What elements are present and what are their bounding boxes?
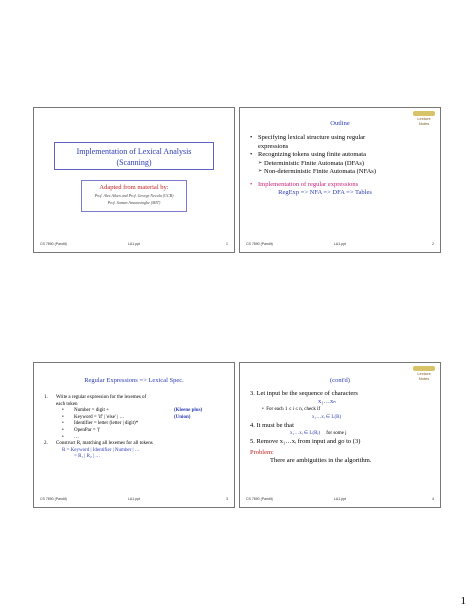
slide-3-body: 1. Write a regular expression for the lexemes of each token • Number = digit + (Kleene plus) • Keyword = 'if' | 'else' | … (Union) • Identifier = letter (letter | digit)* • OpenPar = '(' • … 2. Construct R, matching all lexemes for all tokens R = Keyword | Identifier | Number | … = R₁ | R₂ | …: [44, 395, 203, 460]
slide-1-subtitle: (Scanning): [116, 158, 152, 167]
footer-file: LA1.ppt: [127, 497, 141, 501]
for-each: • For each 1 ≤ i ≤ n, check if: [262, 407, 321, 412]
token-def: Identifier = letter (letter | digit)*: [74, 421, 139, 427]
outline-item: • Recognizing tokens using finite automata: [250, 151, 436, 160]
footer-course: CS 7890 (Pandit): [246, 242, 273, 246]
slide-footer: [40, 242, 228, 248]
token-def: …: [74, 434, 79, 440]
step-text: Write a regular expression for the lexemes of: [56, 395, 147, 400]
outline-item-cont: expressions: [258, 142, 289, 150]
credit-line-2: Prof. Saman Amarasinghe (MIT): [107, 200, 161, 205]
footer-page: 2: [432, 242, 434, 246]
footer-file: LA1.ppt: [127, 242, 141, 246]
outline-item: • Specifying lexical structure using regular: [250, 134, 436, 143]
step-5: 5. Remove x₁…xᵢ from input and go to (3): [250, 438, 361, 445]
footer-page: 3: [226, 497, 228, 501]
sequence: x₁…xₙ: [318, 398, 336, 405]
slide-4-body: [250, 390, 436, 465]
step-number: 1.: [44, 395, 48, 400]
outline-item-highlight: • Implementation of regular expressions: [250, 181, 436, 190]
outline-list: [250, 134, 436, 198]
logo-text: Lecture Notes: [417, 371, 431, 381]
step-4: 4. It must be that: [250, 422, 294, 429]
token-note: (Kleene plus): [174, 408, 203, 414]
footer-file: LA1.ppt: [333, 497, 347, 501]
outline-subitem: ➢ Deterministic Finite Automata (DFAs): [250, 160, 436, 169]
slide-1-title: Implementation of Lexical Analysis: [76, 147, 192, 156]
slide-1: [33, 107, 235, 253]
regex-union-short: = R₁ | R₂ | …: [74, 454, 101, 460]
problem-text: There are ambiguities in the algorithm.: [270, 457, 372, 464]
token-def: Keyword = 'if' | 'else' | …: [74, 414, 125, 420]
step-text: each token: [56, 401, 78, 407]
slide-4-title: (cont'd): [330, 377, 350, 384]
step-3: 3. Let input be the sequence of characters: [250, 390, 358, 397]
outline-pipeline: RegExp => NFA => DFA => Tables: [278, 189, 372, 196]
slide-footer: [246, 497, 434, 503]
logo-text: Lecture Notes: [417, 116, 431, 126]
footer-course: CS 7890 (Pandit): [246, 497, 273, 501]
footer-file: LA1.ppt: [333, 242, 347, 246]
credit-line-1: Prof. Alex Aiken and Prof. George Necula (UCB): [94, 193, 174, 198]
footer-page: 1: [226, 242, 228, 246]
token-note: (Union): [174, 414, 191, 420]
slide-3: [33, 362, 235, 508]
membership-check: x₁…xᵢ ∈ L(R): [312, 415, 342, 420]
slide-2: [239, 107, 441, 253]
page-number: 1: [460, 595, 466, 607]
footer-course: CS 7890 (Pandit): [40, 497, 67, 501]
slide-1-title-box: [54, 142, 214, 170]
footer-course: CS 7890 (Pandit): [40, 242, 67, 246]
credits-box: [81, 180, 187, 212]
token-def: Number = digit +: [74, 408, 109, 414]
token-def: OpenPar = '(': [74, 427, 101, 433]
membership-rj: x₁…xᵢ ∈ L(Rⱼ) for some j: [290, 431, 347, 436]
slide-footer: [246, 242, 434, 248]
step-text: Construct R, matching all lexemes for all tokens: [56, 441, 153, 447]
footer-page: 4: [432, 497, 434, 501]
step-number: 2.: [44, 441, 48, 447]
problem-label: Problem:: [250, 449, 274, 456]
slide-2-title: Outline: [330, 120, 350, 127]
slide-footer: [40, 497, 228, 503]
slide-3-title: Regular Expressions => Lexical Spec.: [84, 377, 184, 384]
regex-union: R = Keyword | Identifier | Number | …: [62, 447, 140, 453]
outline-subitem: ➢ Non-deterministic Finite Automata (NFAs): [250, 168, 436, 177]
slide-4: [239, 362, 441, 508]
adapted-label: Adapted from material by:: [99, 184, 169, 191]
